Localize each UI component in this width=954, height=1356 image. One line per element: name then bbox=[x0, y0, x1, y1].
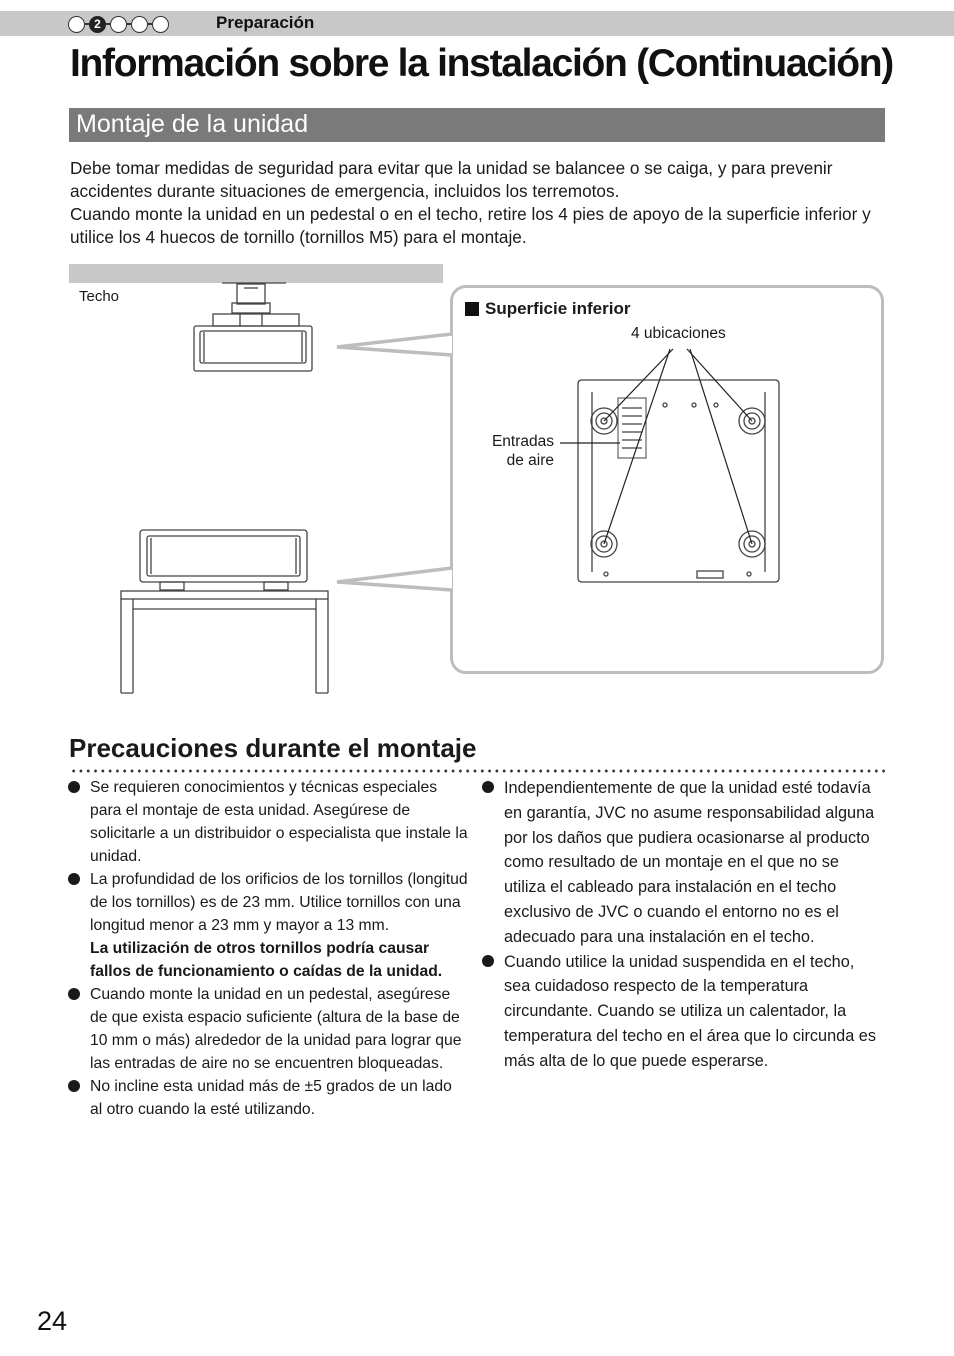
dotted-divider bbox=[70, 768, 885, 774]
bullet-icon bbox=[68, 873, 80, 885]
bullet-icon bbox=[68, 1080, 80, 1092]
list-item: Cuando utilice la unidad suspendida en el techo, sea cuidadoso respecto de la temperatura circundante. Cuando se utiliza un calentador, la temperatura del techo en el área que lo circunda es más alta de lo que puede esperarse. bbox=[482, 950, 882, 1074]
square-bullet-icon bbox=[465, 302, 479, 316]
bullet-icon bbox=[482, 781, 494, 793]
section-heading: Montaje de la unidad bbox=[76, 110, 309, 138]
page-number: 24 bbox=[37, 1306, 68, 1336]
precautions-left-column bbox=[68, 776, 468, 1121]
location-leader-lines bbox=[604, 349, 752, 544]
list-item: No incline esta unidad más de ±5 grados de un lado al otro cuando la esté utilizando. bbox=[68, 1075, 468, 1121]
list-item: Cuando monte la unidad en un pedestal, asegúrese de que exista espacio suficiente (altura de la base de 10 mm o más) alrededor de la unidad para lograr que las entradas de aire no se encuentren bloqueadas. bbox=[68, 983, 468, 1075]
list-item: Se requieren conocimientos y técnicas especiales para el montaje de esta unidad. Asegúrese de solicitarle a un distribuidor o especialista que instale la unidad. bbox=[68, 776, 468, 868]
page-title: Información sobre la instalación (Continuación) bbox=[70, 42, 893, 85]
precautions-right-column bbox=[482, 776, 882, 1074]
list-item: Independientemente de que la unidad esté todavía en garantía, JVC no asume responsabilidad alguna por los daños que pudiera ocasionarse al producto como resultado de un montaje en el que no se utiliza el cableado para instalación en el techo exclusivo de JVC o cuando el entorno no es el adecuado para una instalación en el techo. bbox=[482, 776, 882, 950]
precautions-heading: Precauciones durante el montaje bbox=[69, 733, 477, 763]
ceiling-label: Techo bbox=[79, 288, 120, 305]
bullet-icon bbox=[482, 955, 494, 967]
list-item: La profundidad de los orificios de los tornillos (longitud de los tornillos) es de 23 mm. Utilice tornillos con una longitud menor a 23 mm y mayor a 13 mm. La utilización de otros tornillos podría causar fallos de funcionamiento o caídas de la unidad. bbox=[68, 868, 468, 983]
bullet-icon bbox=[68, 988, 80, 1000]
intro-paragraph-1: Debe tomar medidas de seguridad para evitar que la unidad se balancee o se caiga, y para prevenir accidentes durante situaciones de emergencia, incluidos los terremotos. bbox=[70, 158, 833, 201]
air-intake-label: Entradas de aire bbox=[491, 433, 554, 469]
intro-paragraph-2: Cuando monte la unidad en un pedestal o en el techo, retire los 4 pies de apoyo de la superficie inferior y utilice los 4 huecos de tornillo (tornillos M5) para el montaje. bbox=[70, 204, 871, 247]
warning-text: La utilización de otros tornillos podría causar fallos de funcionamiento o caídas de la unidad. bbox=[90, 940, 443, 980]
locations-label: 4 ubicaciones bbox=[631, 325, 726, 342]
bottom-surface-label: Superficie inferior bbox=[465, 299, 630, 319]
pedestal-projector-illustration bbox=[121, 530, 328, 693]
bullet-icon bbox=[68, 781, 80, 793]
section-label: Preparación bbox=[216, 13, 315, 32]
ceiling-projector-illustration bbox=[194, 283, 312, 371]
callout-pointer-bottom bbox=[337, 568, 452, 590]
step-2-circle: 2 bbox=[89, 16, 106, 33]
callout-pointer-top bbox=[337, 334, 452, 355]
